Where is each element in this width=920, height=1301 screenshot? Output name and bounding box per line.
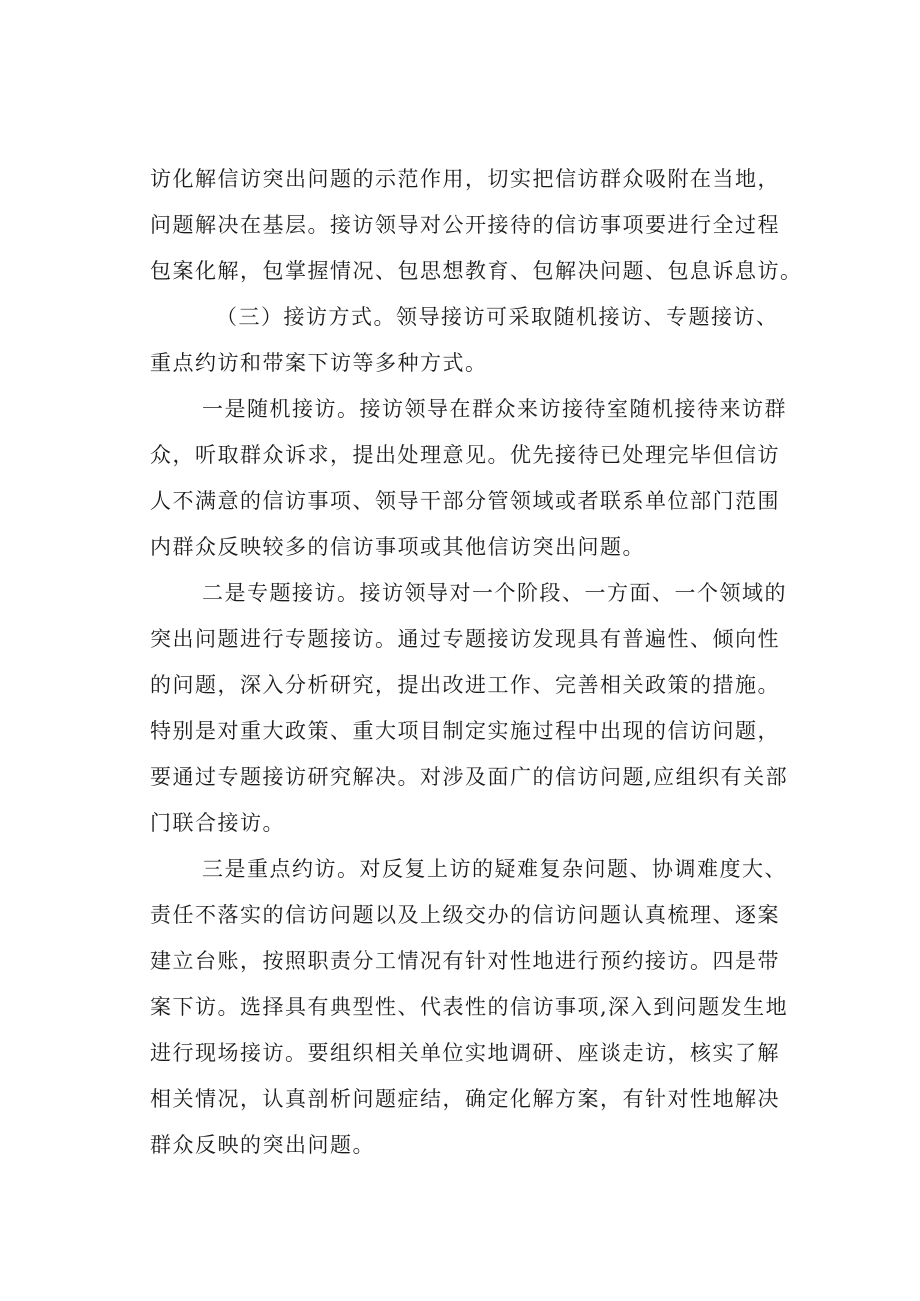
document-body [150, 156, 810, 1168]
text-line: 包案化解，包掌握情况、包思想教育、包解决问题、包息诉息访。 [150, 259, 803, 283]
text-line: 建立台账，按照职责分工情况有针对性地进行预约接访。四是带 [150, 949, 780, 973]
paragraph-start-line: 一是随机接访。接访领导在群众来访接待室随机接待来访群 [202, 397, 787, 421]
text-line: 的问题，深入分析研究，提出改进工作、完善相关政策的措施。 [150, 673, 780, 697]
section-heading-line: （三）接访方式。领导接访可采取随机接访、专题接访、 [216, 305, 779, 329]
text-line: 重点约访和带案下访等多种方式。 [150, 351, 488, 375]
text-line: 案下访。选择具有典型性、代表性的信访事项,深入到问题发生地 [150, 995, 789, 1019]
text-line: 门联合接访。 [150, 811, 285, 835]
text-line: 突出问题进行专题接访。通过专题接访发现具有普遍性、倾向性 [150, 627, 780, 651]
text-line: 特别是对重大政策、重大项目制定实施过程中出现的信访问题， [150, 719, 780, 743]
paragraph-start-line: 三是重点约访。对反复上访的疑难复杂问题、协调难度大、 [202, 857, 787, 881]
text-line: 访化解信访突出问题的示范作用，切实把信访群众吸附在当地， [150, 167, 780, 191]
text-line: 责任不落实的信访问题以及上级交办的信访问题认真梳理、逐案 [150, 903, 780, 927]
paragraph-start-line: 二是专题接访。接访领导对一个阶段、一方面、一个领域的 [202, 581, 787, 605]
text-line: 进行现场接访。要组织相关单位实地调研、座谈走访，核实了解 [150, 1041, 780, 1065]
text-line: 要通过专题接访研究解决。对涉及面广的信访问题,应组织有关部 [150, 765, 789, 789]
text-line: 问题解决在基层。接访领导对公开接待的信访事项要进行全过程 [150, 213, 780, 237]
text-line: 众，听取群众诉求，提出处理意见。优先接待已处理完毕但信访 [150, 443, 780, 467]
text-line: 相关情况，认真剖析问题症结，确定化解方案，有针对性地解决 [150, 1087, 780, 1111]
text-line: 群众反映的突出问题。 [150, 1133, 375, 1157]
text-line: 内群众反映较多的信访事项或其他信访突出问题。 [150, 535, 645, 559]
text-line: 人不满意的信访事项、领导干部分管领域或者联系单位部门范围 [150, 489, 780, 513]
